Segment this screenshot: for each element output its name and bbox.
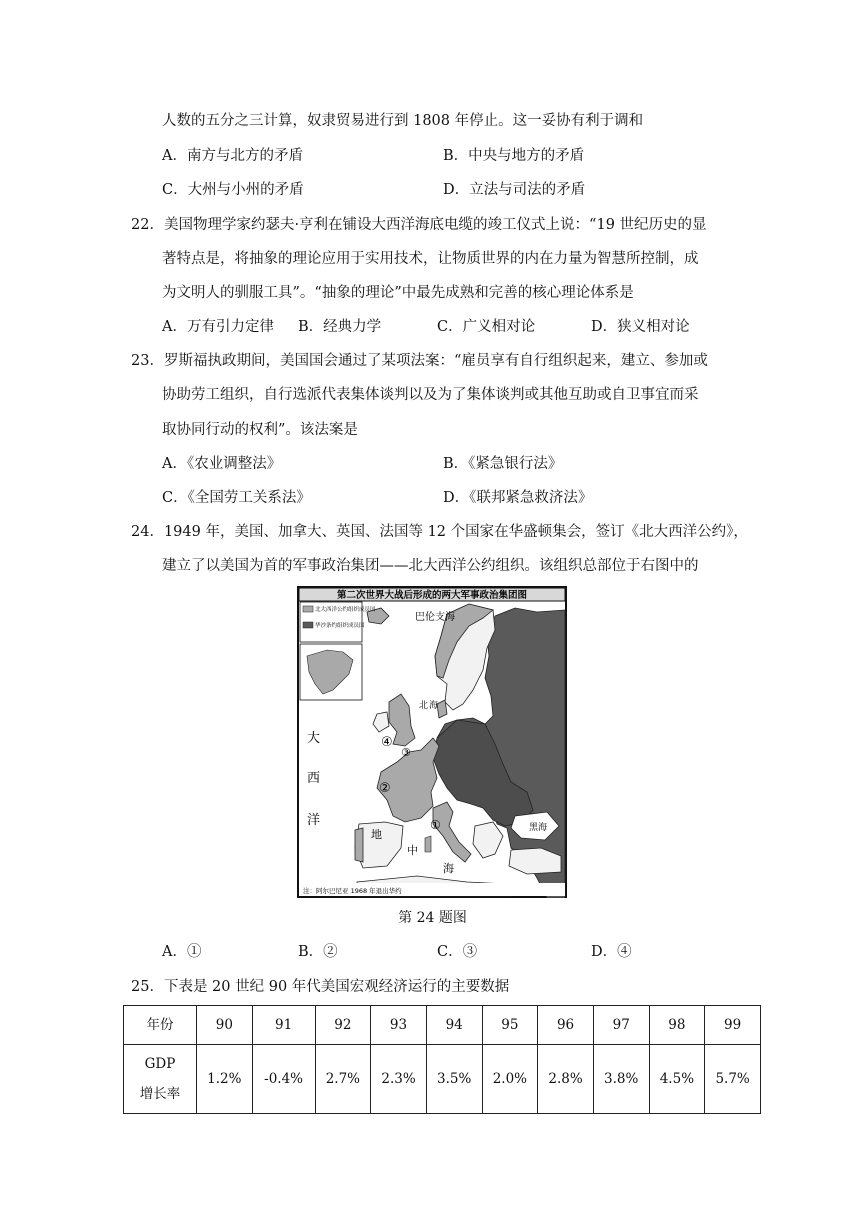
table-cell-growth: 2.0% bbox=[482, 1045, 538, 1114]
q24-option-a: A．① bbox=[162, 944, 202, 960]
q23-option-a: A．《农业调整法》 bbox=[162, 456, 282, 472]
table-cell-growth: 1.2% bbox=[197, 1045, 253, 1114]
q22-stem-line-3: 为文明人的驯服工具”。“抽象的理论”中最先成熟和完善的核心理论体系是 bbox=[162, 285, 634, 301]
q24-option-b: B．② bbox=[298, 944, 338, 960]
q21-option-b: B．中央与地方的矛盾 bbox=[443, 148, 585, 164]
table-cell-growth: -0.4% bbox=[252, 1045, 315, 1114]
black-sea-label: 黑海 bbox=[529, 823, 548, 833]
table-cell-year: 90 bbox=[197, 1006, 253, 1045]
q24-option-d: D．④ bbox=[591, 944, 632, 960]
q22-option-c: C．广义相对论 bbox=[437, 319, 536, 335]
table-cell-year: 93 bbox=[371, 1006, 427, 1045]
table-cell-year: 95 bbox=[482, 1006, 538, 1045]
table-cell-growth: 3.8% bbox=[593, 1045, 649, 1114]
q24-stem-line-1: 24．1949 年，美国、加拿大、英国、法国等 12 个国家在华盛顿集会，签订《北大西洋公约》， bbox=[131, 524, 748, 540]
table-cell-growth: 2.7% bbox=[315, 1045, 371, 1114]
table-cell-year: 91 bbox=[252, 1006, 315, 1045]
table-cell-year: 92 bbox=[315, 1006, 371, 1045]
map-title: 第二次世界大战后形成的两大军事政治集团图 bbox=[336, 590, 528, 601]
q23-stem-line-1: 23．罗斯福执政期间，美国国会通过了某项法案：“雇员享有自行组织起来，建立、参加或 bbox=[131, 353, 708, 369]
table-cell-growth: 2.3% bbox=[371, 1045, 427, 1114]
atlantic-label-2: 西 bbox=[307, 771, 321, 786]
q22-option-d: D．狭义相对论 bbox=[591, 319, 690, 335]
table-cell-year: 97 bbox=[593, 1006, 649, 1045]
q23-stem-line-2: 协助劳工组织，自行选派代表集体谈判以及为了集体谈判或其他互助或自卫事宜而采 bbox=[162, 387, 699, 403]
map-note: 注：阿尔巴尼亚 1968 年退出华约 bbox=[303, 887, 402, 895]
q21-option-c: C．大州与小州的矛盾 bbox=[162, 182, 304, 198]
q24-option-c: C．③ bbox=[437, 944, 478, 960]
marker-1: ① bbox=[430, 818, 441, 832]
q24-stem-line-2: 建立了以美国为首的军事政治集团——北大西洋公约组织。该组织总部位于右图中的 bbox=[162, 558, 699, 574]
europe-military-blocs-map bbox=[297, 586, 567, 898]
legend-warsaw-label: 华沙条约组织成员国 bbox=[315, 623, 365, 629]
table-row-years bbox=[124, 1006, 761, 1045]
portugal-nato bbox=[355, 828, 363, 862]
table-header-year: 年份 bbox=[124, 1006, 197, 1045]
q22-stem-line-2: 著特点是，将抽象的理论应用于实用技术，让物质世界的内在力量为智慧所控制，成 bbox=[162, 251, 699, 267]
q23-option-c: C．《全国劳工关系法》 bbox=[162, 490, 311, 506]
q21-option-a: A．南方与北方的矛盾 bbox=[162, 148, 303, 164]
marker-2: ② bbox=[379, 781, 391, 796]
table-header-gdp bbox=[124, 1045, 197, 1114]
q22-stem-line-1: 22．美国物理学家约瑟夫·亨利在铺设大西洋海底电缆的竣工仪式上说：“19 世纪历史的显 bbox=[131, 217, 707, 233]
table-cell-year: 94 bbox=[426, 1006, 482, 1045]
q21-tail-text: 人数的五分之三计算，奴隶贸易进行到 1808 年停止。这一妥协有利于调和 bbox=[162, 113, 644, 129]
table-cell-growth: 5.7% bbox=[705, 1045, 761, 1114]
legend-nato-label: 北大西洋公约组织成员国 bbox=[315, 607, 376, 613]
table-cell-growth: 3.5% bbox=[426, 1045, 482, 1114]
mediterranean-label-3: 海 bbox=[443, 862, 454, 875]
sardinia bbox=[425, 836, 431, 852]
mediterranean-label-2: 中 bbox=[407, 844, 418, 857]
north-sea-label-2: 海 bbox=[429, 701, 439, 711]
table-cell-year: 98 bbox=[649, 1006, 705, 1045]
q25-stem: 25．下表是 20 世纪 90 年代美国宏观经济运行的主要数据 bbox=[131, 979, 510, 995]
table-cell-growth: 4.5% bbox=[649, 1045, 705, 1114]
marker-4: ④ bbox=[381, 735, 393, 750]
table-cell-year: 96 bbox=[538, 1006, 594, 1045]
table-cell-year: 99 bbox=[705, 1006, 761, 1045]
mediterranean-label-1: 地 bbox=[371, 828, 382, 841]
q23-stem-line-3: 取协同行动的权利”。该法案是 bbox=[162, 422, 358, 438]
atlantic-label-3: 洋 bbox=[307, 813, 321, 828]
north-sea-label-1: 北 bbox=[419, 701, 429, 711]
table-header-gdp-line-1: GDP bbox=[144, 1056, 176, 1072]
q22-option-a: A．万有引力定律 bbox=[162, 319, 274, 335]
marker-3: ③ bbox=[401, 746, 411, 759]
q23-option-d: D．《联邦紧急救济法》 bbox=[443, 490, 593, 506]
q22-option-b: B．经典力学 bbox=[298, 319, 382, 335]
table-row-growth bbox=[124, 1045, 761, 1114]
table-cell-growth: 2.8% bbox=[538, 1045, 594, 1114]
map-caption: 第 24 题图 bbox=[398, 910, 467, 926]
gdp-growth-table bbox=[123, 1005, 761, 1114]
barents-sea-label: 巴伦支海 bbox=[415, 612, 455, 623]
table-header-gdp-line-2: 增长率 bbox=[139, 1086, 181, 1102]
atlantic-label-1: 大 bbox=[307, 731, 321, 746]
q21-option-d: D．立法与司法的矛盾 bbox=[443, 182, 586, 198]
q23-option-b: B．《紧急银行法》 bbox=[443, 456, 563, 472]
